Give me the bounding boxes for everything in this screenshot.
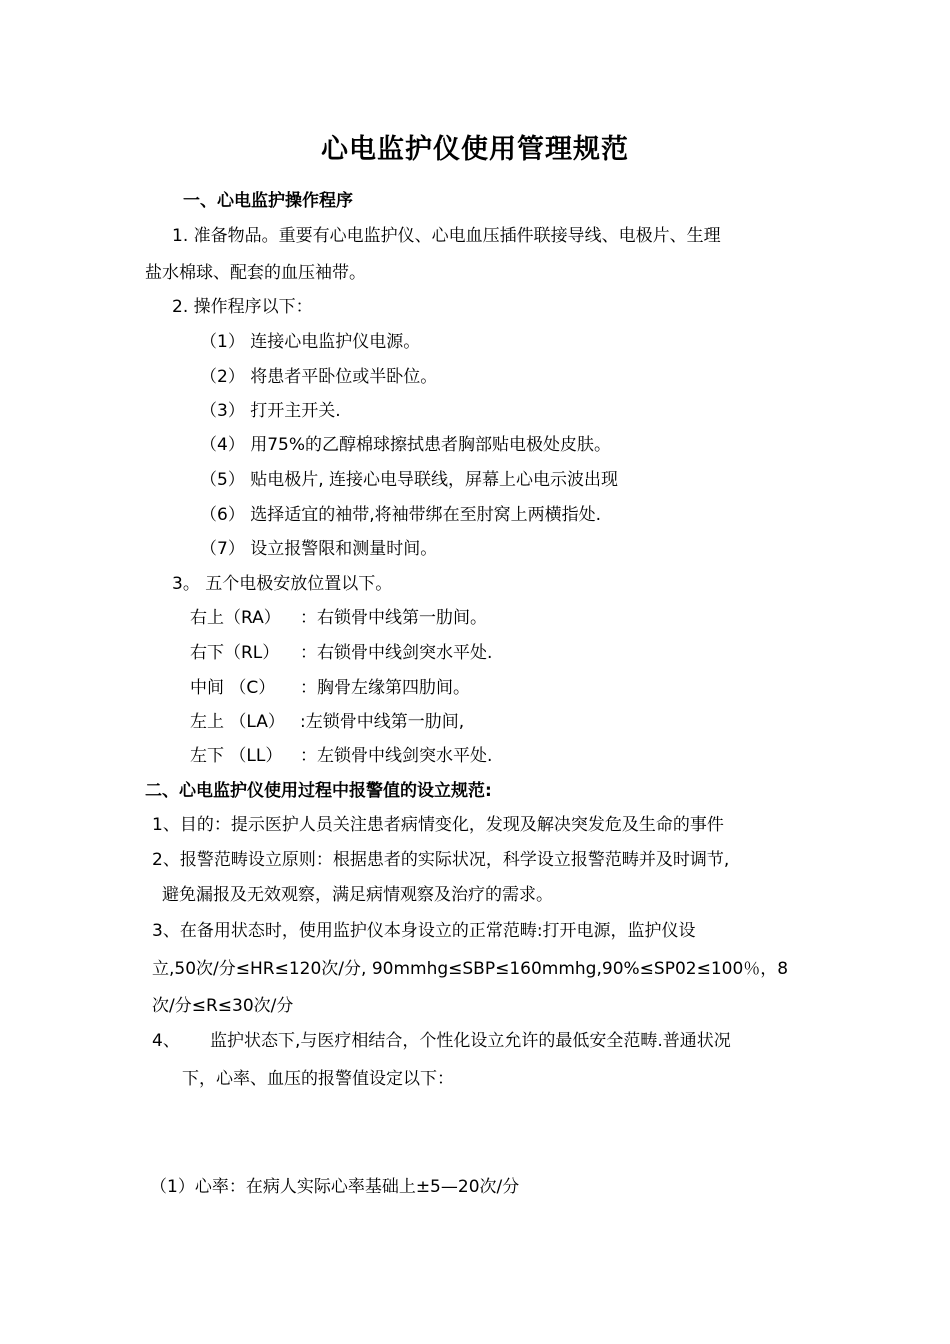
section1-heading: 一、心电监护操作程序 [183, 191, 353, 211]
electrode-label: 左下 （LL） [190, 746, 283, 766]
section2-p2-line1: 2、报警范畴设立原则：根据患者的实际状况，科学设立报警范畴并及时调节, [152, 850, 730, 870]
document-title: 心电监护仪使用管理规范 [321, 134, 629, 165]
electrode-ra [190, 607, 487, 629]
electrode-label: 右下（RL） [190, 643, 280, 663]
section2-p3-line1: 3、在备用状态时，使用监护仪本身设立的正常范畴:打开电源，监护仪设 [152, 921, 696, 941]
electrode-desc: ：左锁骨中线剑突水平处. [300, 746, 493, 766]
section2-p1: 1、目的：提示医护人员关注患者病情变化，发现及解决突发危及生命的事件 [152, 815, 724, 835]
electrode-rl [190, 642, 492, 664]
step-6: （6） 选择适宜的袖带,将袖带绑在至肘窝上两横指处. [200, 505, 602, 525]
item1-line2: 盐水棉球、配套的血压袖带。 [145, 263, 366, 283]
electrode-label: 中间 （C） [190, 678, 276, 698]
step-2: （2） 将患者平卧位或半卧位。 [200, 367, 438, 387]
section2-p4-line2: 下，心率、血压的报警值设定以下： [182, 1069, 454, 1089]
electrode-desc: ：右锁骨中线剑突水平处. [300, 643, 493, 663]
electrode-desc: ：胸骨左缘第四肋间。 [300, 678, 470, 698]
electrode-la [190, 711, 464, 733]
step-7: （7） 设立报警限和测量时间。 [200, 539, 438, 559]
item1-line1: 1. 准备物品。重要有心电监护仪、心电血压插件联接导线、电极片、生理 [172, 226, 721, 246]
electrode-label: 右上（RA） [190, 608, 281, 628]
step-1: （1） 连接心电监护仪电源。 [200, 332, 421, 352]
item3: 3。 五个电极安放位置以下。 [172, 574, 393, 594]
electrode-label: 左上 （LA） [190, 712, 285, 732]
section2-heading: 二、心电监护仪使用过程中报警值的设立规范: [145, 781, 492, 801]
section2-p4-number: 4、 [152, 1031, 180, 1051]
item2: 2. 操作程序以下： [172, 297, 313, 317]
section2-p2-line2: 避免漏报及无效观察，满足病情观察及治疗的需求。 [162, 885, 553, 905]
step-4: （4） 用75%的乙醇棉球擦拭患者胸部贴电极处皮肤。 [200, 435, 612, 455]
section2-p3-line2: 立,50次/分≤HR≤120次/分, 90mmhg≤SBP≤160mmhg,90%≤SP02≤100％，8 [152, 959, 789, 979]
section2-p3-line3: 次/分≤R≤30次/分 [152, 996, 294, 1016]
section2-p5: （1）心率：在病人实际心率基础上±5—20次/分 [150, 1177, 520, 1197]
step-5: （5） 贴电极片, 连接心电导联线，屏幕上心电示波出现 [200, 470, 619, 490]
electrode-desc: :左锁骨中线第一肋间, [300, 712, 465, 732]
electrode-ll [190, 745, 492, 767]
electrode-desc: ：右锁骨中线第一肋间。 [300, 608, 487, 628]
step-3: （3） 打开主开关. [200, 401, 341, 421]
electrode-c [190, 677, 470, 699]
section2-p4-line1: 监护状态下,与医疗相结合，个性化设立允许的最低安全范畴.普通状况 [210, 1031, 731, 1051]
